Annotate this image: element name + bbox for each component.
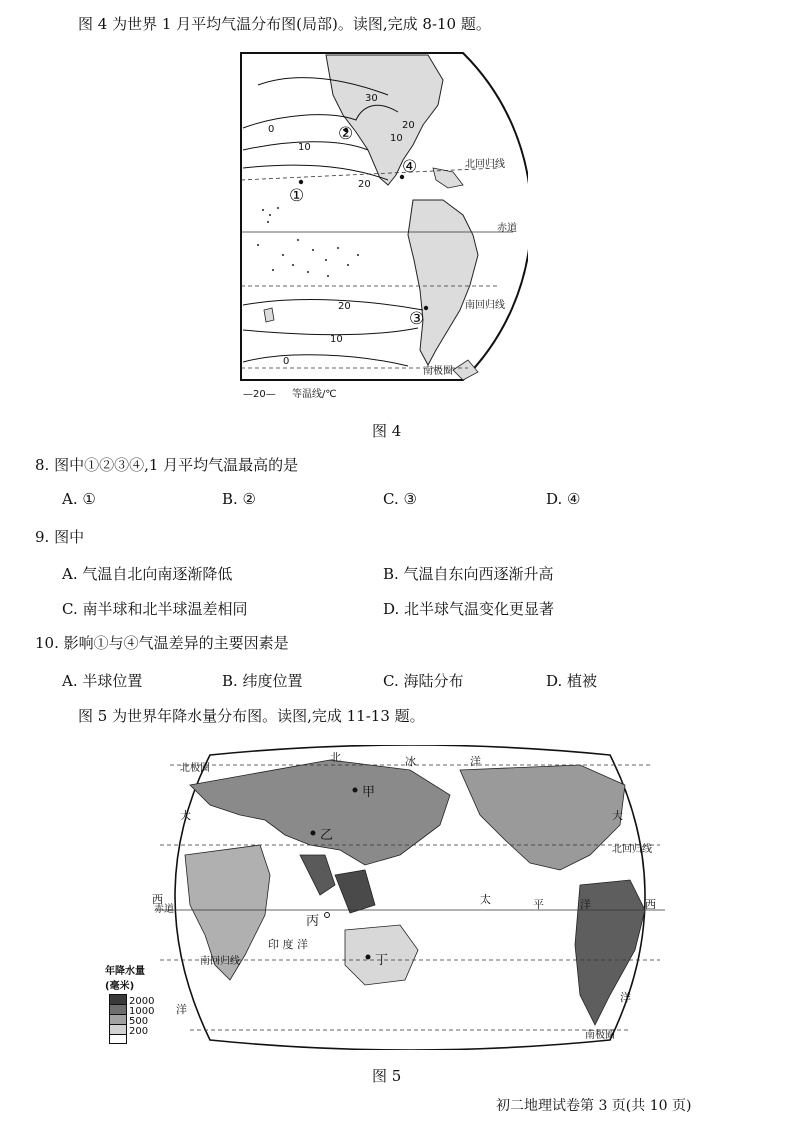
pacific-yang: 洋: [580, 898, 591, 911]
question-9-option-d: D. 北半球气温变化更显著: [383, 600, 555, 618]
legend-value-200: 200: [129, 1026, 149, 1037]
question-8-option-c: C. ③: [383, 490, 417, 508]
figure-4-temperature-map: [238, 50, 528, 400]
isotherm-label-30: 30: [365, 93, 378, 104]
isotherm-label-10-north: 10: [390, 133, 403, 144]
question-9-option-b: B. 气温自东向西逐渐升高: [383, 565, 554, 583]
legend-value-500: 500: [129, 1016, 149, 1027]
indian-ocean-label: 印 度 洋: [268, 938, 308, 951]
isotherm-label-10-south: 10: [330, 334, 343, 345]
isotherm-label-20-north: 20: [402, 120, 415, 131]
atlantic-left-da: 大: [180, 809, 191, 822]
arctic-ocean-bing: 冰: [405, 755, 416, 768]
intro-fig4: 图 4 为世界 1 月平均气温分布图(局部)。读图,完成 8-10 题。: [78, 15, 491, 33]
atlantic-right-da: 大: [612, 809, 623, 822]
atlantic-left-xi: 西: [152, 893, 163, 906]
point-jia-label: 甲: [362, 785, 376, 800]
point-4-label: ④: [402, 157, 418, 177]
tropic-of-cancer-label: 北回归线: [465, 159, 505, 170]
question-8-option-d: D. ④: [546, 490, 581, 508]
fig5-equator-label: 赤道: [154, 904, 174, 915]
legend-title: 年降水量: [105, 966, 145, 977]
fig5-tropic-of-capricorn-label: 南回归线: [200, 956, 240, 967]
arctic-circle-label: 北极圈: [180, 763, 210, 774]
isotherm-label-0-north: 0: [268, 124, 275, 135]
legend-value-2000: 2000: [129, 996, 155, 1007]
question-10-option-b: B. 纬度位置: [222, 672, 303, 690]
fig5-antarctic-circle-label: 南极圈: [585, 1030, 615, 1041]
point-2-label: ②: [338, 124, 354, 144]
point-ding-label: 丁: [375, 953, 389, 968]
question-10-stem: 10. 影响①与④气温差异的主要因素是: [35, 634, 289, 652]
antarctic-circle-label: 南极圈: [423, 366, 453, 377]
isotherm-label-0-south: 0: [283, 356, 290, 367]
point-bing-label: 丙: [306, 914, 320, 929]
question-9-option-a: A. 气温自北向南逐渐降低: [62, 565, 233, 583]
point-yi-label: 乙: [320, 828, 334, 843]
question-10-option-a: A. 半球位置: [62, 672, 143, 690]
isotherm-legend-text: 等温线/℃: [292, 389, 337, 400]
question-8-option-a: A. ①: [62, 490, 96, 508]
isotherm-label-10-west: 10: [298, 142, 311, 153]
question-10-option-d: D. 植被: [546, 672, 598, 690]
question-10-option-c: C. 海陆分布: [383, 672, 464, 690]
legend-unit: (毫米): [105, 981, 135, 992]
question-9-option-c: C. 南半球和北半球温差相同: [62, 600, 248, 618]
atlantic-right-yang: 洋: [620, 991, 631, 1004]
question-8-stem: 8. 图中①②③④,1 月平均气温最高的是: [35, 456, 299, 474]
tropic-of-capricorn-label: 南回归线: [465, 300, 505, 311]
atlantic-left-yang: 洋: [176, 1003, 187, 1016]
arctic-ocean-bei: 北: [330, 751, 341, 764]
arctic-ocean-yang: 洋: [470, 755, 481, 768]
pacific-tai: 太: [480, 893, 491, 906]
figure-5-caption: 图 5: [372, 1067, 402, 1085]
precipitation-legend: [105, 962, 165, 1044]
isotherm-legend-line: —20—: [243, 389, 276, 400]
point-3-label: ③: [409, 309, 425, 329]
fig5-tropic-of-cancer-label: 北回归线: [612, 844, 652, 855]
question-8-option-b: B. ②: [222, 490, 257, 508]
isotherm-label-20-tropic: 20: [358, 179, 371, 190]
figure-5-precipitation-map: [150, 745, 670, 1050]
legend-value-1000: 1000: [129, 1006, 155, 1017]
figure-4-caption: 图 4: [372, 422, 402, 440]
isotherm-label-20-south: 20: [338, 301, 351, 312]
legend-swatch-4: [109, 1034, 127, 1044]
point-1-label: ①: [289, 186, 305, 206]
pacific-ping: 平: [533, 898, 544, 911]
intro-fig5: 图 5 为世界年降水量分布图。读图,完成 11-13 题。: [78, 707, 425, 725]
atlantic-right-xi: 西: [645, 898, 656, 911]
equator-label: 赤道: [497, 223, 517, 234]
page-footer: 初二地理试卷第 3 页(共 10 页): [496, 1098, 692, 1114]
question-9-stem: 9. 图中: [35, 528, 85, 546]
